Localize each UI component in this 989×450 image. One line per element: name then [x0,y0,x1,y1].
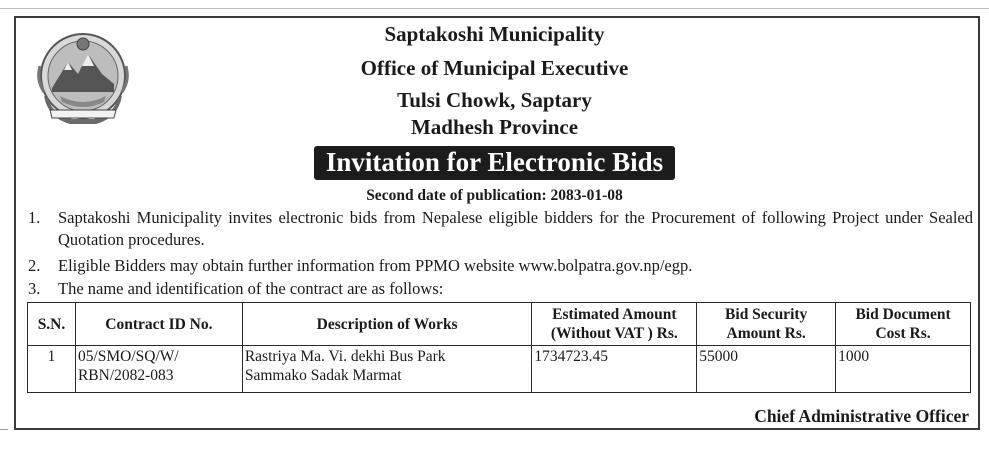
cell-bid-security: 55000 [697,346,836,393]
table-row [28,346,971,393]
description-line2: Sammako Sadak Marmat [244,367,402,384]
header-estimated-amount [532,303,697,346]
header-estimated-line1: Estimated Amount [552,306,677,323]
office-address: Tulsi Chowk, Saptary [397,88,592,112]
header-bid-security [697,303,836,346]
publication-date: Second date of publication: 2083-01-08 [366,187,623,204]
list-item-text: Eligible Bidders may obtain further information from PPMO website www.bolpatra.gov.np/egp. [58,256,693,275]
office-name: Office of Municipal Executive [360,56,629,80]
notice-title: Invitation for Electronic Bids [314,146,675,180]
contract-id-line1: 05/SMO/SQ/W/ [77,348,179,365]
list-item-number: 1. [28,208,41,227]
header-security-line1: Bid Security [725,306,808,323]
header-contract-id: Contract ID No. [75,303,242,346]
margin-tick [0,429,8,430]
cell-sn: 1 [28,346,76,393]
header-sn: S.N. [28,303,76,346]
list-item-text: Saptakoshi Municipality invites electronic bids from Nepalese eligible bidders for the Procurement of following Project under Sealed Quotation procedures. [58,208,973,249]
province-name: Madhesh Province [410,115,579,139]
contract-table [27,302,971,393]
list-item-text: The name and identification of the contract are as follows: [58,279,444,298]
signatory: Chief Administrative Officer [754,406,969,426]
cell-contract-id [75,346,242,393]
description-line1: Rastriya Ma. Vi. dekhi Bus Park [244,348,446,365]
municipality-name: Saptakoshi Municipality [384,22,605,46]
header-description: Description of Works [242,303,532,346]
header-estimated-line2: (Without VAT ) Rs. [550,325,678,342]
list-item-number: 2. [28,256,41,275]
table-header-row [28,303,971,346]
contract-id-line2: RBN/2082-083 [77,367,174,384]
title-banner [0,146,989,180]
header-security-line2: Amount Rs. [726,325,806,342]
header-bid-document [836,303,971,346]
header-document-line2: Cost Rs. [875,325,931,342]
cell-estimated-amount: 1734723.45 [532,346,697,393]
list-item-number: 3. [28,279,41,298]
header-document-line1: Bid Document [855,306,951,323]
top-rule [0,8,989,9]
cell-bid-document: 1000 [836,346,971,393]
cell-description [242,346,532,393]
